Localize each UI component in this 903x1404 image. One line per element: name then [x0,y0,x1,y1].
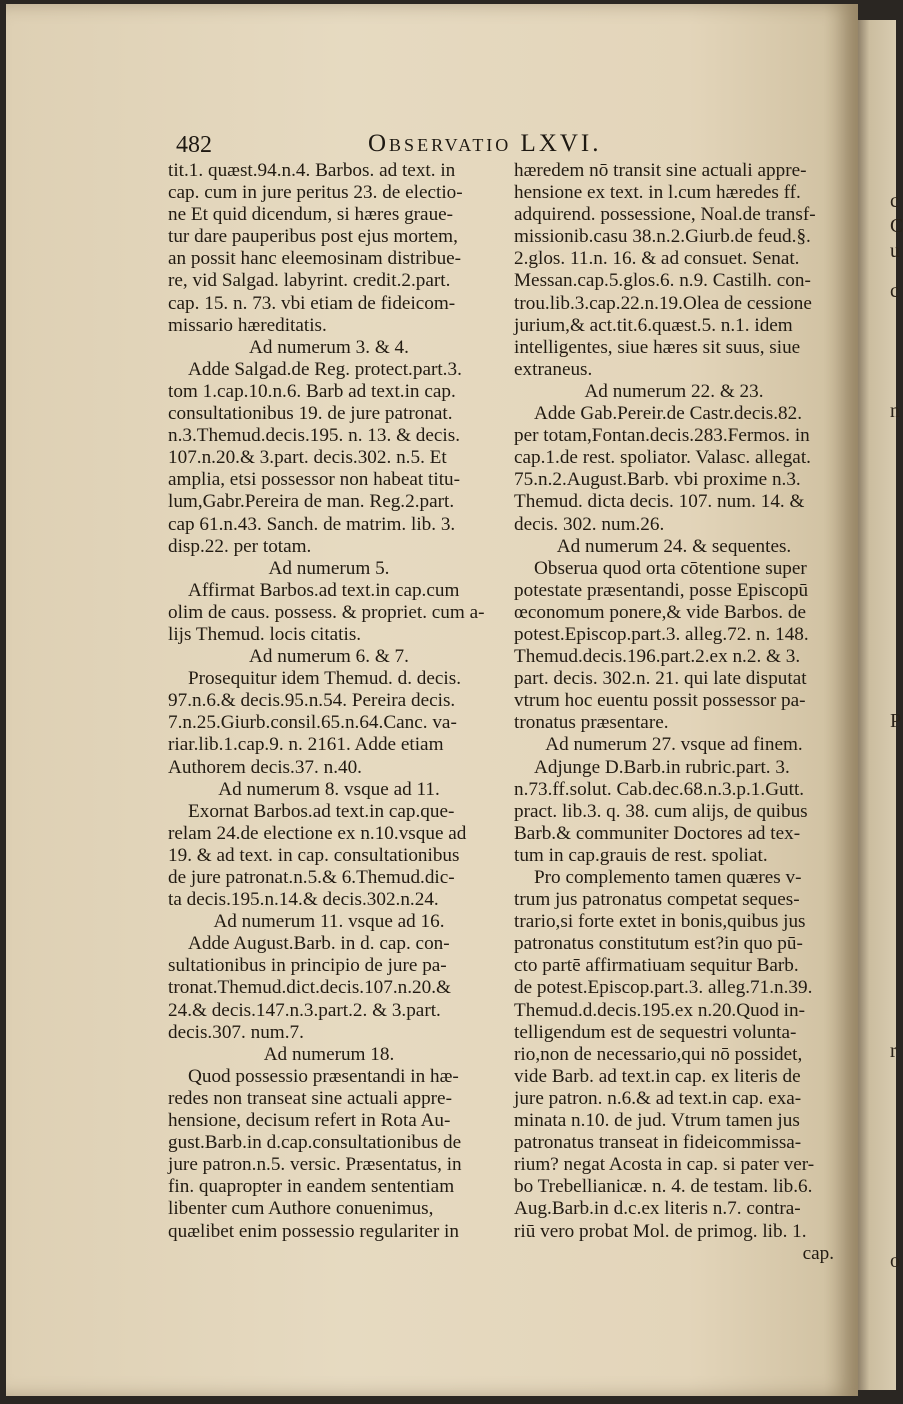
text-line: Obserua quod orta cōtentione super [534,557,807,579]
text-line: missario hæreditatis. [168,314,327,336]
text-line: consultationibus 19. de jure patronat. [168,403,453,425]
text-line: Adde Salgad.de Reg. protect.part.3. [188,358,462,380]
text-line: missionib.casu 38.n.2.Giurb.de feud.§. [514,226,811,248]
text-line: Barb.& communiter Doctores ad tex- [514,822,801,844]
facing-page-char: c [890,280,899,302]
text-line: 19. & ad text. in cap. consultationibus [168,844,460,866]
text-line: de jure patronat.n.5.& 6.Themud.dic- [168,867,455,888]
text-line: Quod possessio præsentandi in hæ- [188,1065,459,1087]
facing-page-char: u [890,240,900,262]
text-line: olim de caus. possess. & propriet. cum a- [168,601,485,623]
text-line: n.3.Themud.decis.195. n. 13. & decis. [168,425,461,447]
text-line: Themud.decis.196.part.2.ex n.2. & 3. [514,646,801,668]
text-line: tronatus præsentare. [514,712,669,734]
text-line: bo Trebellianicæ. n. 4. de testam. lib.6. [514,1176,813,1198]
text-line: minata n.10. de jud. Vtrum tamen jus [514,1110,800,1132]
text-line: Ad numerum 11. vsque ad 16. [213,911,445,933]
text-line: Exornat Barbos.ad text.in cap.que- [188,800,455,822]
text-line: ne Et quid dicendum, si hæres graue- [168,204,454,226]
facing-page-char: c [890,190,899,212]
text-line: hensione, decisum refert in Rota Au- [168,1110,451,1132]
text-line: Adde August.Barb. in d. cap. con- [188,933,450,955]
text-line: Themud. dicta decis. 107. num. 14. & [514,491,805,513]
text-line: decis.307. num.7. [168,1021,304,1043]
text-line: riar.lib.1.cap.9. n. 2161. Adde etiam [168,734,444,756]
text-line: tom 1.cap.10.n.6. Barb ad text.in cap. [168,380,456,402]
text-line: pract. lib.3. q. 38. cum alijs, de quibus [514,800,808,822]
text-line: Affirmat Barbos.ad text.in cap.cum [188,579,460,601]
text-line: decis. 302. num.26. [514,513,665,535]
text-line: n.73.ff.solut. Cab.dec.68.n.3.p.1.Gutt. [514,778,805,800]
left-text-column [168,160,490,1243]
text-line: hensione ex text. in l.cum hæredes ff. [514,182,801,204]
text-line: relam 24.de electione ex n.10.vsque ad [168,822,467,844]
text-line: trum jus patronatus competat seques- [514,889,800,911]
text-line: Aug.Barb.in d.c.ex literis n.7. contra- [514,1198,801,1220]
text-line: jure patron. n.6.& ad text.in cap. exa- [514,1087,802,1109]
text-line: potest.Episcop.part.3. alleg.72. n. 148. [514,623,809,645]
text-line: hæredem nō transit sine actuali appre- [514,160,807,181]
text-line: fin. quapropter in eandem sententiam [168,1176,455,1198]
text-line: Adde Gab.Pereir.de Castr.decis.82. [534,403,803,425]
text-line: tum in cap.grauis de rest. spoliat. [514,844,768,866]
text-line: amplia, etsi possessor non habeat titu- [168,469,461,491]
text-line: œconomum ponere,& vide Barbos. de [514,601,807,623]
facing-page-edge [858,20,903,1390]
text-line: Ad numerum 8. vsque ad 11. [218,778,440,800]
text-line: part. decis. 302.n. 21. qui late disputat [514,668,807,690]
text-line: libenter cum Authore conuenimus, [168,1198,434,1220]
text-line: lijs Themud. locis citatis. [168,623,362,645]
text-line: trario,si forte extet in bonis,quibus jus [514,911,806,933]
text-line: Pro complemento tamen quæres v- [534,867,802,888]
text-line: extraneus. [514,358,593,380]
text-line: an possit hanc eleemosinam distribue- [168,248,462,270]
text-line: jure patron.n.5. versic. Præsentatus, in [168,1154,462,1176]
page-header [176,128,836,164]
text-line: rium? negat Acosta in cap. si pater ver- [514,1154,815,1176]
facing-page-char: n [890,400,900,422]
text-line: Ad numerum 27. vsque ad finem. [545,734,803,756]
text-line: Ad numerum 18. [263,1043,395,1065]
text-line: cap.1.de rest. spoliator. Valasc. allegat. [514,447,811,469]
text-line: Ad numerum 22. & 23. [584,380,764,402]
text-line: de potest.Episcop.part.3. alleg.71.n.39. [514,977,813,999]
text-line: sultationibus in principio de jure pa- [168,955,447,977]
text-line: vtrum hoc euentu possit possessor pa- [514,690,806,712]
facing-page-char: r [890,1040,897,1062]
text-line: intelligentes, siue hæres sit suus, siue [514,336,801,358]
text-line: Ad numerum 3. & 4. [249,336,409,358]
text-line: Ad numerum 6. & 7. [249,646,409,668]
text-line: telligendum est de sequestri volunta- [514,1021,797,1043]
text-line: Adjunge D.Barb.in rubric.part. 3. [534,756,790,778]
text-line: 107.n.20.& 3.part. decis.302. n.5. Et [168,447,447,469]
facing-page-char: P [890,710,902,732]
text-line: tur dare pauperibus post ejus mortem, [168,226,458,248]
right-text-column [514,160,834,1265]
text-line: cap. 15. n. 73. vbi etiam de fideicom- [168,292,456,314]
facing-page-char: o [890,1250,900,1272]
text-line: 75.n.2.August.Barb. vbi proxime n.3. [514,469,801,491]
text-line: cto partē affirmatiuam sequitur Barb. [514,955,799,977]
text-line: patronatus transeat in fideicommissa- [514,1132,802,1154]
text-line: riū vero probat Mol. de primog. lib. 1. [514,1220,807,1242]
text-line: adquirend. possessione, Noal.de transf- [514,204,816,226]
text-line: ta decis.195.n.14.& decis.302.n.24. [168,889,439,911]
text-line: Prosequitur idem Themud. d. decis. [188,668,462,690]
text-line: 7.n.25.Giurb.consil.65.n.64.Canc. va- [168,712,457,734]
text-line: cap. cum in jure peritus 23. de electio- [168,182,463,204]
text-line: Ad numerum 5. [268,557,390,579]
text-line: Authorem decis.37. n.40. [168,756,362,778]
text-line: cap. [802,1242,834,1264]
text-line: trou.lib.3.cap.22.n.19.Olea de cessione [514,292,812,314]
text-line: cap 61.n.43. Sanch. de matrim. lib. 3. [168,513,456,535]
text-line: 2.glos. 11.n. 16. & ad consuet. Senat. [514,248,800,270]
text-line: 97.n.6.& decis.95.n.54. Pereira decis. [168,690,456,712]
text-line: quælibet enim possessio regulariter in [168,1220,459,1242]
text-line: re, vid Salgad. labyrint. credit.2.part. [168,270,451,292]
text-line: lum,Gabr.Pereira de man. Reg.2.part. [168,491,455,513]
running-head: Observatio LXVI. [368,130,602,157]
text-line: tit.1. quæst.94.n.4. Barbos. ad text. in [168,160,456,181]
text-line: redes non transeat sine actuali appre- [168,1087,452,1109]
text-line: disp.22. per totam. [168,535,312,557]
page-number: 482 [176,132,212,158]
text-line: rio,non de necessario,qui nō possidet, [514,1043,803,1065]
text-line: jurium,& act.tit.6.quæst.5. n.1. idem [514,314,793,336]
text-line: Ad numerum 24. & sequentes. [556,535,792,557]
text-line: 24.& decis.147.n.3.part.2. & 3.part. [168,999,441,1021]
text-line: potestate præsentandi, posse Episcopū [514,579,809,601]
text-line: per totam,Fontan.decis.283.Fermos. in [514,425,810,447]
text-line: Themud.d.decis.195.ex n.20.Quod in- [514,999,805,1021]
facing-page-char: C [890,215,903,237]
text-line: gust.Barb.in d.cap.consultationibus de [168,1132,462,1154]
text-line: vide Barb. ad text.in cap. ex literis de [514,1065,801,1087]
text-line: tronat.Themud.dict.decis.107.n.20.& [168,977,451,999]
text-line: Messan.cap.5.glos.6. n.9. Castilh. con- [514,270,811,292]
text-line: patronatus constitutum est?in quo pū- [514,933,803,955]
